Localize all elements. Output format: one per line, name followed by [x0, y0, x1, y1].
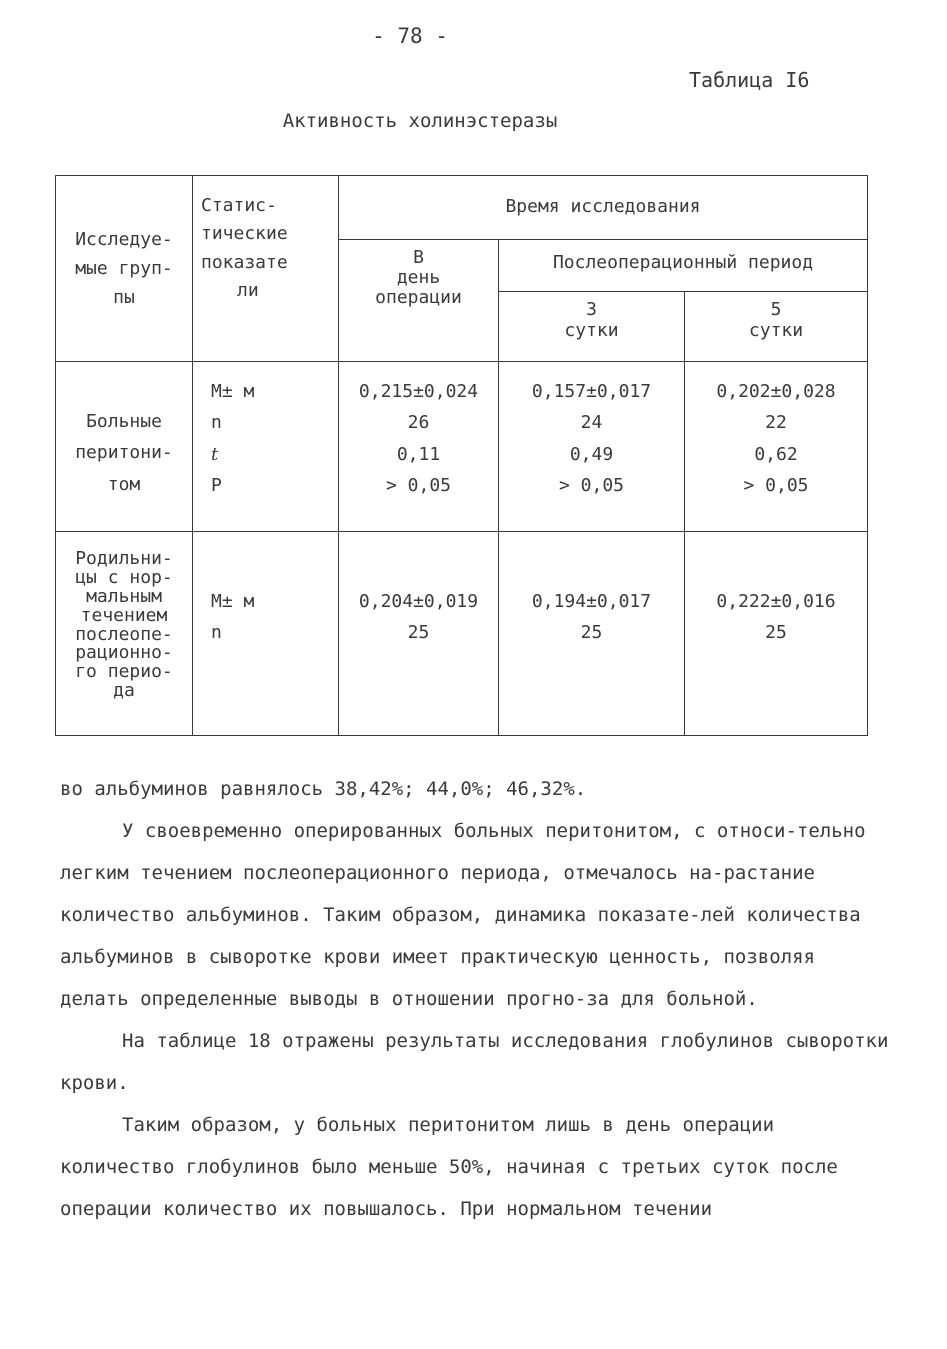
group-line: Родильни-: [75, 548, 173, 569]
cell-value: 0,11: [396, 443, 441, 465]
header-stat-line: показате: [201, 251, 288, 273]
paragraph: Таким образом, у больных перитонитом лишь в день операции количество глобулинов было меньше 50%, начиная с третьих суток после операции количество их повышалось. При нормальном течении: [60, 1114, 838, 1220]
header-postop-period: Послеоперационный период: [499, 240, 868, 292]
values-day-5: [685, 362, 868, 532]
header-stat-line: Статис-: [201, 195, 277, 216]
cholinesterase-table: [55, 175, 868, 736]
group-line: цы с нор-: [75, 566, 173, 588]
cell-value: 25: [580, 622, 603, 644]
table-title: Активность холинэстеразы: [282, 110, 558, 132]
header-day5-line: сутки: [748, 319, 804, 341]
stat-label: n: [211, 622, 222, 644]
cell-value: 0,157±0,017: [531, 381, 652, 402]
paragraph: На таблице 18 отражены результаты исследования глобулинов сыворотки крови.: [60, 1030, 889, 1094]
group-line: перитони-: [75, 442, 173, 464]
cell-value: > 0,05: [385, 475, 452, 497]
header-day-5: [685, 292, 868, 362]
stat-labels: [193, 532, 339, 736]
header-groups-line: мые груп-: [75, 257, 173, 279]
paragraph: У своевременно оперированных больных перитонитом, с относи-тельно легким течением послеоперационного периода, отмечалось на-растание количество альбуминов. Таким образом, динамика показате-лей количества альбуминов в сыворотке крови имеет практическую ценность, позволяя делать определенные выводы в отношении прогно-за для больной.: [60, 820, 866, 1010]
cell-value: > 0,05: [558, 475, 625, 497]
header-groups-line: пы: [113, 286, 135, 308]
group-normal-postop: [56, 532, 193, 736]
page-number: - 78 -: [372, 24, 448, 48]
paragraph: во альбуминов равнялось 38,42%; 44,0%; 46,32%.: [60, 778, 587, 800]
stat-label: М± м: [211, 591, 255, 612]
header-study-time: Время исследования: [339, 176, 868, 240]
group-line: рационно-: [75, 642, 173, 664]
values-day-5: [685, 532, 868, 736]
group-peritonitis: [56, 362, 193, 532]
header-day-line: день: [396, 266, 441, 288]
header-operation-day: [339, 240, 499, 362]
stat-label: t: [211, 443, 219, 465]
cell-value: > 0,05: [743, 475, 809, 497]
values-day-3: [499, 532, 685, 736]
group-line: послеопе-: [75, 623, 173, 645]
cell-value: 0,222±0,016: [716, 591, 836, 612]
values-day-0: [339, 362, 499, 532]
header-day-3: [499, 292, 685, 362]
cell-value: 0,204±0,019: [358, 591, 479, 612]
table-label: Таблица I6: [689, 68, 810, 92]
header-statistics: [193, 176, 339, 362]
header-day5-line: 5: [770, 299, 782, 320]
cell-value: 0,215±0,024: [358, 381, 479, 402]
cell-value: 0,62: [754, 443, 798, 465]
group-line: мальным: [86, 585, 162, 607]
header-day3-line: сутки: [564, 319, 619, 341]
body-text: [60, 768, 890, 1230]
cell-value: 0,202±0,028: [716, 381, 836, 402]
stat-label: Р: [211, 475, 222, 497]
cell-value: 0,194±0,017: [531, 591, 652, 612]
values-day-3: [499, 362, 685, 532]
cell-value: 0,49: [569, 443, 614, 465]
table-row: [56, 362, 868, 532]
group-line: том: [107, 473, 141, 495]
stat-labels: [193, 362, 339, 532]
stat-label: М± м: [211, 381, 255, 402]
cell-value: 24: [580, 412, 603, 434]
header-groups-line: Исследуе-: [75, 229, 173, 250]
header-groups: [56, 176, 193, 362]
cell-value: 26: [407, 412, 430, 434]
group-line: течением: [80, 604, 168, 626]
stat-label: n: [211, 412, 222, 434]
group-line: го перио-: [75, 661, 173, 683]
cell-value: 22: [765, 412, 787, 434]
header-day-line: В: [413, 247, 424, 268]
header-day3-line: 3: [586, 299, 597, 320]
cell-value: 25: [407, 622, 430, 644]
table-row: [56, 532, 868, 736]
header-stat-line: тические: [201, 223, 288, 245]
group-line: Больные: [86, 411, 162, 432]
header-stat-line: ли: [237, 279, 259, 301]
header-day-line: операции: [375, 286, 462, 308]
cell-value: 25: [765, 622, 787, 644]
values-day-0: [339, 532, 499, 736]
group-line: да: [113, 680, 135, 702]
